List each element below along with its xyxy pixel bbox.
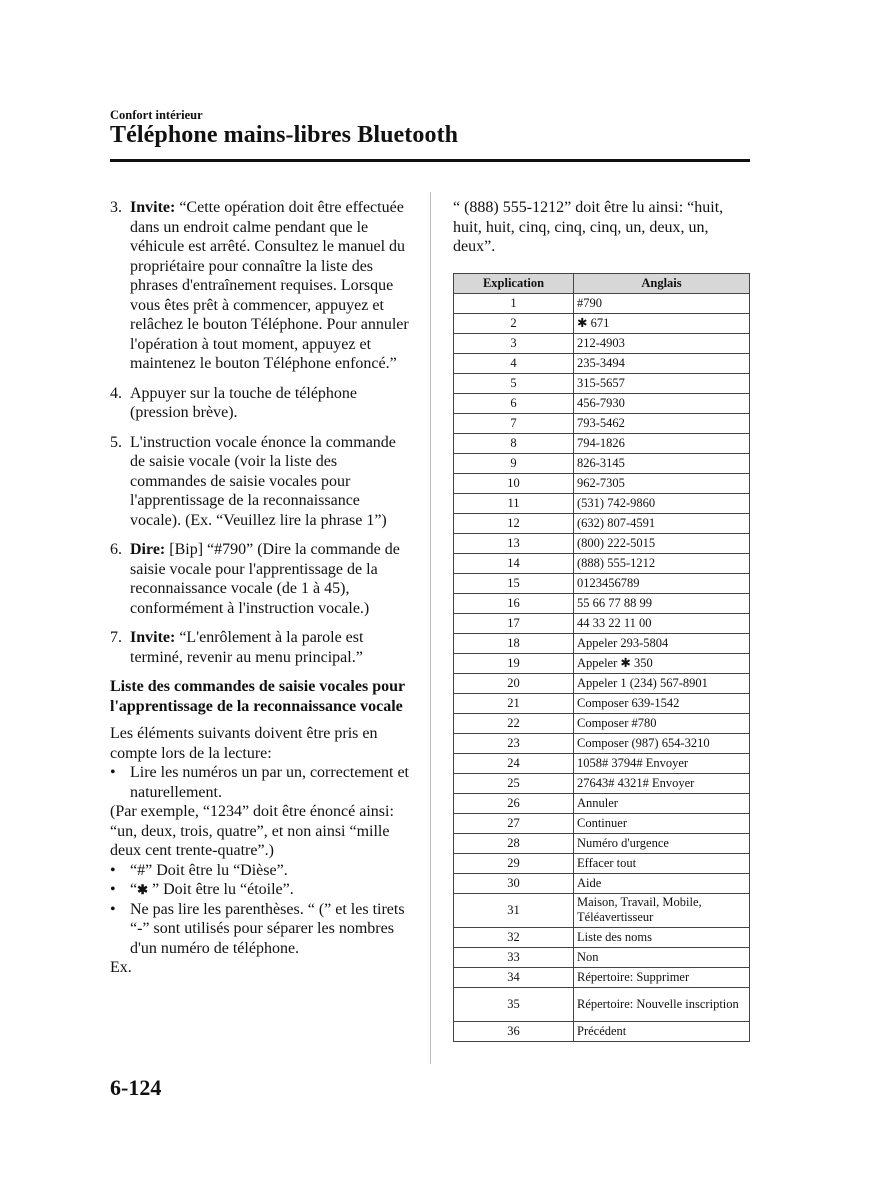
row-phrase: 235-3494 <box>574 353 750 373</box>
row-phrase: Appeler 1 (234) 567-8901 <box>574 673 750 693</box>
table-row <box>454 633 750 653</box>
header-anglais: Anglais <box>574 273 750 293</box>
table-row <box>454 653 750 673</box>
table-row <box>454 533 750 553</box>
step-3 <box>110 198 410 374</box>
table-row <box>454 773 750 793</box>
table-row <box>454 967 750 987</box>
column-divider <box>430 192 431 1064</box>
row-phrase: #790 <box>574 293 750 313</box>
row-phrase: ✱ 671 <box>574 313 750 333</box>
row-number: 35 <box>454 987 574 1021</box>
title-rule <box>110 159 750 162</box>
table-row <box>454 573 750 593</box>
row-number: 28 <box>454 833 574 853</box>
table-row <box>454 553 750 573</box>
row-phrase: 1058# 3794# Envoyer <box>574 753 750 773</box>
table-row <box>454 947 750 967</box>
row-phrase: Appeler 293-5804 <box>574 633 750 653</box>
page-number: 6-124 <box>110 1075 162 1100</box>
step-number: 7. <box>110 629 122 646</box>
row-phrase: 794-1826 <box>574 433 750 453</box>
row-phrase: (632) 807-4591 <box>574 513 750 533</box>
row-phrase: (531) 742-9860 <box>574 493 750 513</box>
row-phrase: Maison, Travail, Mobile, Téléavertisseur <box>574 893 750 927</box>
row-phrase: Annuler <box>574 793 750 813</box>
row-number: 5 <box>454 373 574 393</box>
table-row <box>454 293 750 313</box>
row-number: 31 <box>454 893 574 927</box>
row-number: 14 <box>454 553 574 573</box>
step-lead: Invite: <box>130 199 176 216</box>
table-row <box>454 793 750 813</box>
table-row <box>454 693 750 713</box>
row-number: 3 <box>454 333 574 353</box>
bullet-item <box>110 880 410 900</box>
row-phrase: Répertoire: Nouvelle inscription <box>574 987 750 1021</box>
row-number: 6 <box>454 393 574 413</box>
row-number: 2 <box>454 313 574 333</box>
row-phrase: 212-4903 <box>574 333 750 353</box>
row-phrase: 27643# 4321# Envoyer <box>574 773 750 793</box>
row-number: 11 <box>454 493 574 513</box>
row-phrase: Composer 639-1542 <box>574 693 750 713</box>
row-number: 1 <box>454 293 574 313</box>
table-row <box>454 393 750 413</box>
bullet-item <box>110 900 410 959</box>
step-number: 5. <box>110 433 122 451</box>
table-row <box>454 333 750 353</box>
table-row <box>454 753 750 773</box>
row-number: 19 <box>454 653 574 673</box>
step-lead: Dire: <box>130 541 166 558</box>
table-row <box>454 873 750 893</box>
row-phrase: Aide <box>574 873 750 893</box>
step-lead: Invite: <box>130 629 176 646</box>
table-row <box>454 987 750 1021</box>
row-number: 10 <box>454 473 574 493</box>
table-row <box>454 927 750 947</box>
step-number: 3. <box>110 199 122 216</box>
row-phrase: 826-3145 <box>574 453 750 473</box>
row-number: 12 <box>454 513 574 533</box>
row-phrase: Composer #780 <box>574 713 750 733</box>
row-number: 17 <box>454 613 574 633</box>
row-phrase: Liste des noms <box>574 927 750 947</box>
table-row <box>454 733 750 753</box>
row-number: 18 <box>454 633 574 653</box>
header-explication: Explication <box>454 273 574 293</box>
row-phrase: (888) 555-1212 <box>574 553 750 573</box>
step-5 <box>110 433 410 531</box>
bullet-text: “#” Doit être lu “Dièse”. <box>130 861 288 879</box>
row-phrase: Numéro d'urgence <box>574 833 750 853</box>
step-4 <box>110 384 410 423</box>
row-number: 30 <box>454 873 574 893</box>
row-phrase: Composer (987) 654-3210 <box>574 733 750 753</box>
row-number: 16 <box>454 593 574 613</box>
ex-label: Ex. <box>110 959 132 976</box>
step-text: “L'enrôlement à la parole est terminé, revenir au menu principal.” <box>130 629 364 666</box>
step-7 <box>110 628 410 667</box>
subheading: Liste des commandes de saisie vocales pour l'apprentissage de la reconnaissance vocale <box>110 678 405 715</box>
bullet-item <box>110 861 410 881</box>
table-row <box>454 453 750 473</box>
right-column <box>453 198 750 1042</box>
table-row <box>454 1021 750 1041</box>
step-number: 4. <box>110 384 122 402</box>
row-number: 27 <box>454 813 574 833</box>
page-title: Téléphone mains-libres Bluetooth <box>110 122 459 148</box>
row-number: 22 <box>454 713 574 733</box>
bullet-text: ” Doit être lu “étoile”. <box>148 881 294 898</box>
step-6 <box>110 540 410 618</box>
table-row <box>454 353 750 373</box>
table-row <box>454 813 750 833</box>
table-row <box>454 853 750 873</box>
table-row <box>454 893 750 927</box>
bullet-text: Ne pas lire les parenthèses. “ (” et les tirets “-” sont utilisés pour séparer les nombres d'un numéro de téléphone. <box>130 900 405 957</box>
step-text: Appuyer sur la touche de téléphone (pression brève). <box>130 384 358 421</box>
table-row <box>454 433 750 453</box>
left-column <box>110 198 410 978</box>
row-number: 15 <box>454 573 574 593</box>
table-row <box>454 613 750 633</box>
row-number: 20 <box>454 673 574 693</box>
bullet-icon: • <box>110 861 116 879</box>
row-phrase: Appeler ✱ 350 <box>574 653 750 673</box>
step-number: 6. <box>110 541 122 558</box>
table-row <box>454 313 750 333</box>
row-number: 21 <box>454 693 574 713</box>
row-phrase: Continuer <box>574 813 750 833</box>
table-row <box>454 413 750 433</box>
row-phrase: 962-7305 <box>574 473 750 493</box>
row-phrase: Répertoire: Supprimer <box>574 967 750 987</box>
row-phrase: 315-5657 <box>574 373 750 393</box>
row-number: 36 <box>454 1021 574 1041</box>
bullet-text-open: “ <box>130 881 138 898</box>
table-body <box>454 293 750 1041</box>
row-phrase: 44 33 22 11 00 <box>574 613 750 633</box>
bullet-icon: • <box>110 900 116 918</box>
section-label: Confort intérieur <box>110 108 203 122</box>
step-text: L'instruction vocale énonce la commande de saisie vocale (voir la liste des commandes de saisie vocales pour l'apprentissage de la reconnaissance vocale). (Ex. “Veuillez lire la phrase 1”) <box>130 433 396 529</box>
row-number: 25 <box>454 773 574 793</box>
table-row <box>454 473 750 493</box>
row-phrase: (800) 222-5015 <box>574 533 750 553</box>
row-number: 13 <box>454 533 574 553</box>
table-row <box>454 593 750 613</box>
row-number: 29 <box>454 853 574 873</box>
table-row <box>454 713 750 733</box>
row-phrase: 55 66 77 88 99 <box>574 593 750 613</box>
row-phrase: 793-5462 <box>574 413 750 433</box>
row-phrase: Précédent <box>574 1021 750 1041</box>
table-row <box>454 373 750 393</box>
step-text: “Cette opération doit être effectuée dans un endroit calme pendant que le véhicule est arrêté. Consultez le manuel du propriétaire pour connaître la liste des phrases d'entraînement requises. Lorsque vous êtes prêt à commencer, appuyez et relâchez le bouton Téléphone. Pour annuler l'opération à tout moment, appuyez et maintenez le bouton Téléphone enfoncé.” <box>130 199 409 372</box>
table-header-row <box>454 273 750 293</box>
row-number: 24 <box>454 753 574 773</box>
intro-paragraph: Les éléments suivants doivent être pris en compte lors de la lecture: <box>110 725 378 762</box>
pronunciation-example: “ (888) 555-1212” doit être lu ainsi: “huit, huit, huit, cinq, cinq, cinq, un, deux, un, deux”. <box>453 199 724 255</box>
row-number: 33 <box>454 947 574 967</box>
table-row <box>454 833 750 853</box>
table-row <box>454 493 750 513</box>
step-text: [Bip] “#790” (Dire la commande de saisie vocale pour l'apprentissage de la reconnaissance vocale (de 1 à 45), conformément à l'instruction vocale.) <box>130 541 400 617</box>
row-phrase: 456-7930 <box>574 393 750 413</box>
row-number: 26 <box>454 793 574 813</box>
row-phrase: Non <box>574 947 750 967</box>
row-number: 32 <box>454 927 574 947</box>
row-number: 7 <box>454 413 574 433</box>
bullet-item <box>110 763 410 802</box>
row-number: 23 <box>454 733 574 753</box>
table-row <box>454 513 750 533</box>
row-number: 8 <box>454 433 574 453</box>
star-icon: ✱ <box>137 882 149 897</box>
example-paragraph: (Par exemple, “1234” doit être énoncé ainsi: “un, deux, trois, quatre”, et non ainsi “mille deux cent trente-quatre”.) <box>110 803 394 859</box>
bullet-icon: • <box>110 764 116 781</box>
table-row <box>454 673 750 693</box>
bullet-icon: • <box>110 881 116 898</box>
bullet-text: Lire les numéros un par un, correctement et naturellement. <box>130 764 409 801</box>
row-number: 4 <box>454 353 574 373</box>
row-phrase: 0123456789 <box>574 573 750 593</box>
voice-command-table <box>453 273 750 1042</box>
row-number: 9 <box>454 453 574 473</box>
row-number: 34 <box>454 967 574 987</box>
row-phrase: Effacer tout <box>574 853 750 873</box>
